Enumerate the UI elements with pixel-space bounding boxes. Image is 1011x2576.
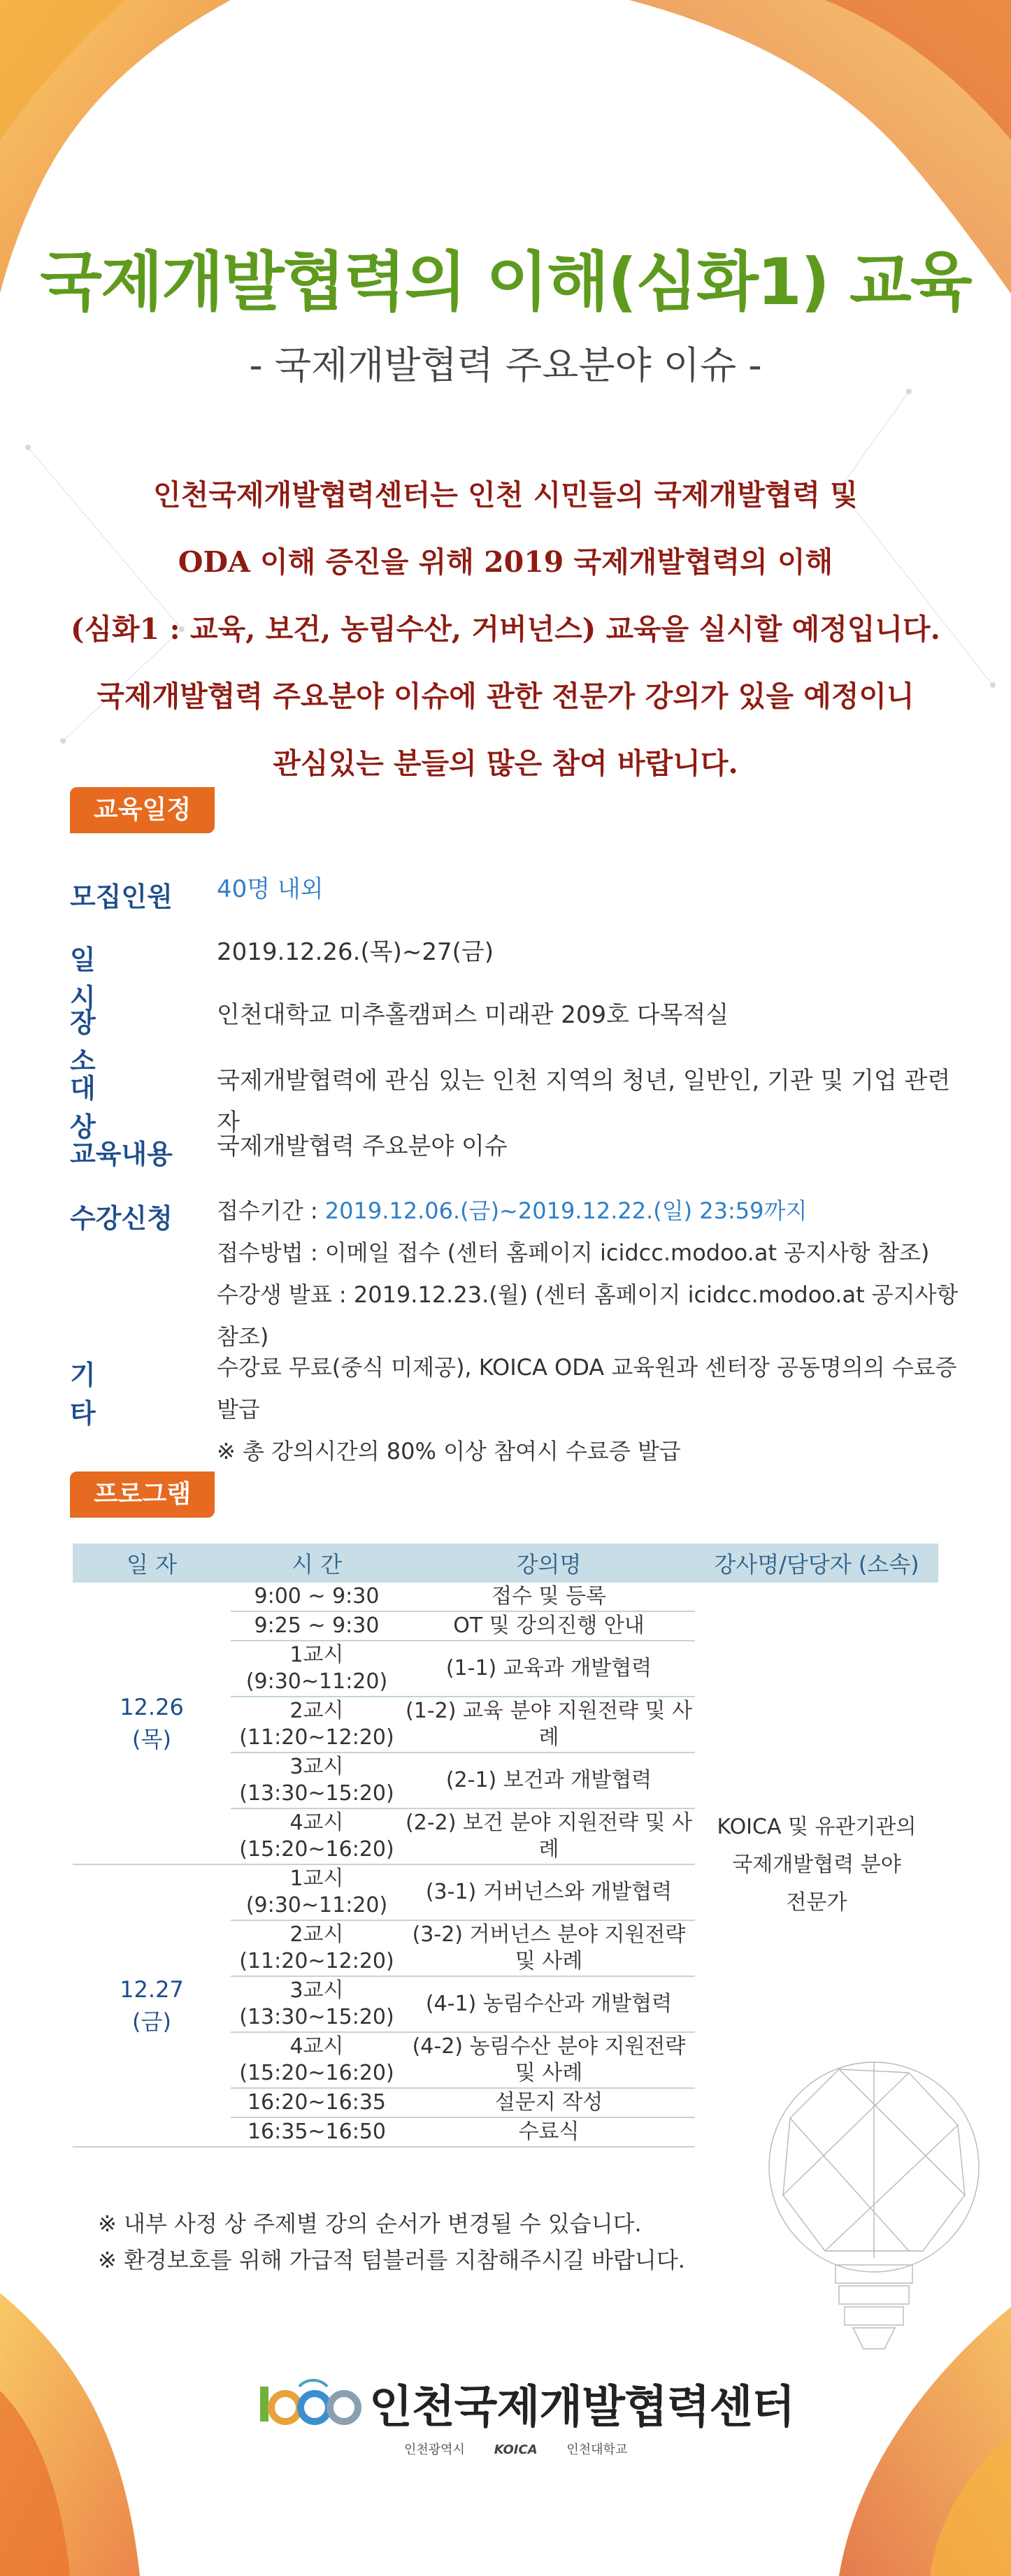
intro-line: 인천국제개발협력센터는 인천 시민들의 국제개발협력 및 bbox=[153, 478, 858, 512]
instructor-line: 전문가 bbox=[786, 1890, 847, 1915]
period-time: (11:20~12:20) bbox=[239, 1949, 394, 1973]
time-cell: 9:00 ~ 9:30 bbox=[231, 1583, 403, 1611]
lecture-cell: OT 및 강의진행 안내 bbox=[403, 1611, 695, 1641]
lecture-cell: 수료식 bbox=[403, 2117, 695, 2147]
idcc-logo-icon bbox=[257, 2377, 362, 2426]
info-label: 수강신청 bbox=[70, 1203, 173, 1234]
apply-method: 접수방법 : 이메일 접수 (센터 홈페이지 icidcc.modoo.at 공지사항 참조) bbox=[217, 1239, 930, 1266]
lecture-cell: 접수 및 등록 bbox=[403, 1583, 695, 1611]
lecture-cell: (4-1) 농림수산과 개발협력 bbox=[403, 1976, 695, 2032]
period-label: 3교시 bbox=[289, 1978, 344, 2003]
partner-koica: KOICA bbox=[494, 2442, 538, 2457]
period-time: (15:20~16:20) bbox=[239, 2061, 394, 2085]
notice-text: ※ 내부 사정 상 주제별 강의 순서가 변경될 수 있습니다. bbox=[98, 2210, 642, 2237]
apply-period bbox=[217, 1190, 972, 1232]
page-subtitle: - 국제개발협력 주요분야 이슈 - bbox=[249, 343, 762, 387]
period-time: (9:30~11:20) bbox=[245, 1669, 388, 1694]
period-label: 1교시 bbox=[289, 1643, 344, 1667]
period-time: (9:30~11:20) bbox=[245, 1893, 388, 1917]
table-row bbox=[73, 1583, 938, 1611]
instructor-line: 국제개발협력 분야 bbox=[732, 1852, 901, 1877]
period-time: (13:30~15:20) bbox=[239, 1781, 394, 1806]
info-label: 모집인원 bbox=[70, 882, 173, 912]
table-header-row bbox=[73, 1544, 938, 1583]
period-label: 2교시 bbox=[289, 1699, 344, 1723]
instructor-line: KOICA 및 유관기관의 bbox=[717, 1814, 917, 1839]
apply-announce: 수강생 발표 : 2019.12.23.(월) (센터 홈페이지 icidcc.modoo.at 공지사항 참조) bbox=[217, 1281, 959, 1350]
day-weekday: (금) bbox=[132, 2008, 171, 2035]
time-cell: 16:35~16:50 bbox=[231, 2117, 403, 2147]
info-label: 장소 bbox=[70, 1007, 135, 1077]
intro-line: 관심있는 분들의 많은 참여 바랍니다. bbox=[273, 747, 738, 780]
info-label: 대상 bbox=[70, 1073, 135, 1142]
time-cell bbox=[231, 1920, 403, 1976]
day-weekday: (목) bbox=[132, 1726, 171, 1753]
etc-line: 수강료 무료(중식 미제공), KOICA ODA 교육원과 센터장 공동명의의 수료증 발급 bbox=[217, 1354, 957, 1423]
org-name: 인천국제개발협력센터 bbox=[369, 2382, 795, 2433]
period-time: (13:30~15:20) bbox=[239, 2005, 394, 2029]
apply-period-label: 접수기간 : bbox=[217, 1197, 325, 1224]
time-cell: 9:25 ~ 9:30 bbox=[231, 1611, 403, 1641]
period-label: 3교시 bbox=[289, 1755, 344, 1779]
table-header-cell: 일 자 bbox=[73, 1544, 231, 1583]
time-cell bbox=[231, 1808, 403, 1864]
info-label: 교육내용 bbox=[70, 1139, 173, 1170]
time-cell bbox=[231, 1697, 403, 1753]
period-label: 2교시 bbox=[289, 1922, 344, 1947]
lecture-cell: (2-1) 보건과 개발협력 bbox=[403, 1753, 695, 1808]
intro-line: 국제개발협력 주요분야 이슈에 관한 전문가 강의가 있을 예정이니 bbox=[96, 679, 915, 713]
day-cell bbox=[73, 1583, 231, 1864]
apply-period-value: 2019.12.06.(금)~2019.12.22.(일) 23:59까지 bbox=[324, 1197, 808, 1224]
period-time: (15:20~16:20) bbox=[239, 1837, 394, 1862]
period-label: 1교시 bbox=[289, 1866, 344, 1891]
info-value bbox=[217, 1190, 972, 1358]
info-value: 40명 내외 bbox=[217, 875, 324, 903]
info-value: 국제개발협력에 관심 있는 인천 지역의 청년, 일반인, 기관 및 기업 관련자 bbox=[217, 1067, 951, 1137]
time-cell bbox=[231, 1641, 403, 1697]
intro-line: ODA 이해 증진을 위해 2019 국제개발협력의 이해 bbox=[178, 545, 833, 579]
time-cell bbox=[231, 1976, 403, 2032]
period-label: 4교시 bbox=[289, 2034, 344, 2059]
info-value: 국제개발협력 주요분야 이슈 bbox=[217, 1132, 508, 1160]
day-date: 12.27 bbox=[120, 1976, 184, 2003]
time-cell bbox=[231, 1864, 403, 1920]
intro-text bbox=[70, 461, 941, 797]
partner-logos bbox=[404, 2440, 652, 2458]
schedule-section-tag: 교육일정 bbox=[70, 787, 215, 833]
info-label: 일시 bbox=[70, 944, 135, 1014]
intro-line: (심화1 : 교육, 보건, 농림수산, 거버넌스) 교육을 실시할 예정입니다. bbox=[71, 612, 940, 646]
time-cell bbox=[231, 1753, 403, 1808]
period-label: 4교시 bbox=[289, 1811, 344, 1835]
period-time: (11:20~12:20) bbox=[239, 1725, 394, 1750]
lecture-cell: (3-1) 거버넌스와 개발협력 bbox=[403, 1864, 695, 1920]
lecture-cell: (1-1) 교육과 개발협력 bbox=[403, 1641, 695, 1697]
etc-line: ※ 총 강의시간의 80% 이상 참여시 수료증 발급 bbox=[217, 1438, 681, 1465]
table-header-cell: 강의명 bbox=[403, 1544, 695, 1583]
info-value bbox=[217, 1346, 972, 1472]
lecture-cell: (3-2) 거버넌스 분야 지원전략 및 사례 bbox=[403, 1920, 695, 1976]
lecture-cell: 설문지 작성 bbox=[403, 2088, 695, 2117]
partner-inu: 인천대학교 bbox=[566, 2442, 628, 2457]
partner-incheon-city: 인천광역시 bbox=[404, 2442, 465, 2457]
instructor-cell bbox=[695, 1583, 938, 2147]
table-header-cell: 강사명/담당자 (소속) bbox=[695, 1544, 938, 1583]
info-value: 2019.12.26.(목)~27(금) bbox=[217, 938, 494, 966]
time-cell: 16:20~16:35 bbox=[231, 2088, 403, 2117]
lecture-cell: (4-2) 농림수산 분야 지원전략 및 사례 bbox=[403, 2032, 695, 2088]
info-label: 기타 bbox=[70, 1360, 135, 1429]
lecture-cell: (1-2) 교육 분야 지원전략 및 사례 bbox=[403, 1697, 695, 1753]
program-table bbox=[73, 1544, 938, 2147]
day-cell bbox=[73, 1864, 231, 2147]
footer-logo bbox=[0, 2356, 1011, 2496]
page-title: 국제개발협력의 이해(심화1) 교육 bbox=[40, 245, 971, 319]
table-header-cell: 시 간 bbox=[231, 1544, 403, 1583]
time-cell bbox=[231, 2032, 403, 2088]
info-value: 인천대학교 미추홀캠퍼스 미래관 209호 다목적실 bbox=[217, 1001, 729, 1029]
day-date: 12.26 bbox=[120, 1694, 184, 1720]
notice-text: ※ 환경보호를 위해 가급적 텀블러를 지참해주시길 바랍니다. bbox=[98, 2247, 685, 2273]
program-section-tag: 프로그램 bbox=[70, 1472, 215, 1518]
lecture-cell: (2-2) 보건 분야 지원전략 및 사례 bbox=[403, 1808, 695, 1864]
